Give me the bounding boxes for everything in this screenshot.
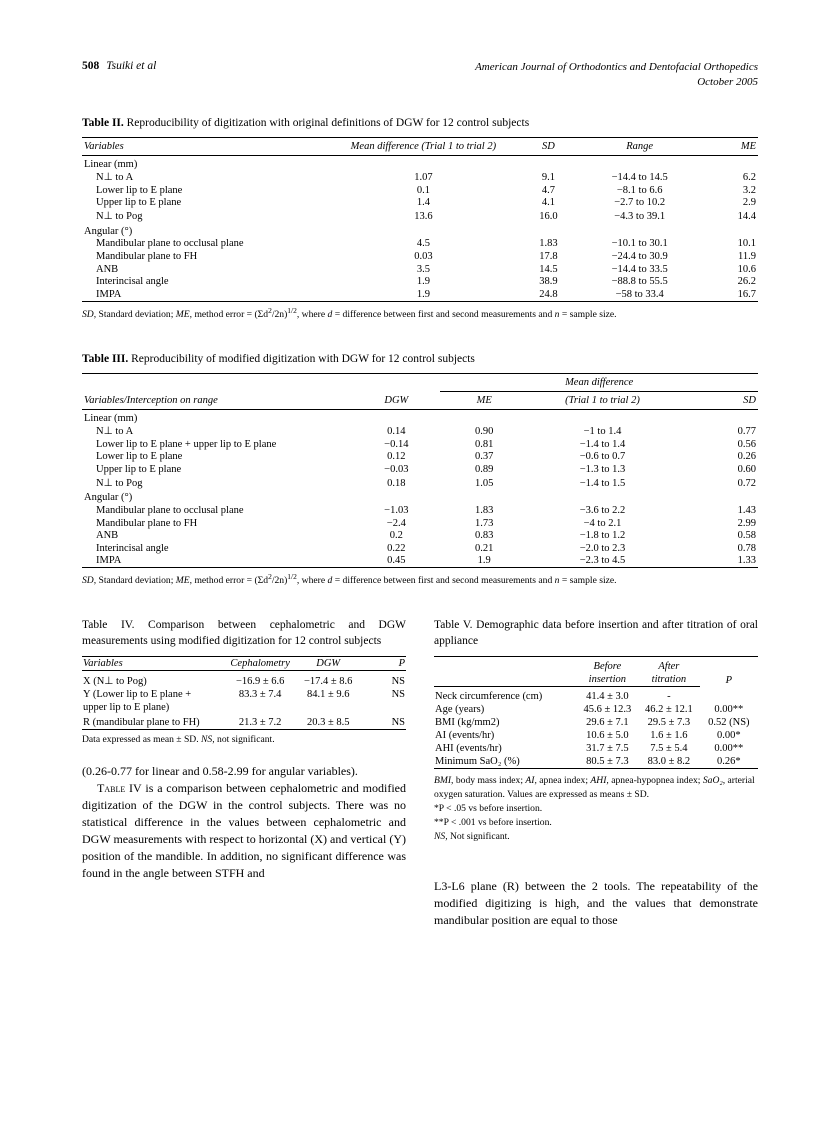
- table-3-block: [82, 352, 758, 589]
- cell-range: −10.1 to 30.1: [611, 238, 668, 250]
- row-label: R (mandibular plane to FH): [82, 714, 225, 730]
- footnote-me-text: method error = (Σd: [192, 308, 269, 320]
- table-2-block: [82, 116, 758, 322]
- row-label: Mandibular plane to FH: [96, 517, 198, 529]
- abbr-ai: AI,: [525, 775, 537, 787]
- cell-mean: 3.5: [416, 263, 430, 275]
- table-row: [82, 409, 758, 424]
- footnote-sup-2: 2: [268, 305, 272, 315]
- table-4-title: . Comparison between cephalometric and DGW measurements using modified digitization for 12 control subjects: [82, 619, 407, 647]
- table-2-header-variables: Variables: [82, 137, 332, 155]
- footnote-n-text: = sample size.: [559, 308, 617, 320]
- footnote-sd-abbr: SD,: [82, 308, 97, 320]
- running-head: [82, 60, 758, 90]
- table-2-header-sd: SD: [515, 137, 583, 155]
- abbr-ahi: AHI,: [590, 775, 609, 787]
- cell-sd: 17.8: [539, 250, 558, 262]
- table-5-header-after-l2: titration: [638, 673, 700, 687]
- table-2: [82, 137, 758, 302]
- footnote-n-var: n: [554, 308, 560, 320]
- table-row: [82, 517, 758, 530]
- footnote-me-abbr: ME,: [175, 308, 193, 320]
- cell-dgw: 0.18: [387, 477, 406, 489]
- table-4-header-dgw: DGW: [296, 657, 361, 671]
- table-2-number: II.: [111, 116, 124, 129]
- cell-mean: 1.07: [414, 172, 433, 184]
- abbr-bmi: BMI,: [434, 775, 454, 787]
- table-5-footnote-star2: **P < .001 vs before insertion.: [434, 817, 552, 829]
- cell-p: 0.00**: [714, 704, 744, 716]
- table-5-header-before-l1: Before: [577, 657, 639, 674]
- table-row: [82, 184, 758, 197]
- running-head-right: [475, 60, 758, 90]
- cell-mean: 13.6: [414, 211, 433, 222]
- table-row: [82, 170, 758, 184]
- table-5-header-after-l1: After: [638, 657, 700, 674]
- cell-before: 80.5 ± 7.3: [577, 755, 639, 769]
- footnote-me-text2: /2n): [271, 308, 288, 320]
- row-label: IMPA: [82, 555, 352, 568]
- row-label: N⊥ to A: [96, 172, 134, 184]
- cell-me: 0.21: [475, 542, 494, 554]
- table-row: [434, 729, 758, 742]
- table-4-number: IV: [120, 619, 132, 632]
- table-row: [82, 529, 758, 542]
- cell-me: 11.9: [738, 250, 756, 262]
- table-row: [82, 438, 758, 451]
- row-label: N⊥ to A: [96, 426, 134, 438]
- cell-sd: 4.7: [541, 184, 555, 196]
- row-label: Lower lip to E plane + upper lip to E plane: [96, 438, 277, 450]
- right-body-text: [434, 878, 758, 929]
- cell-dgw: 0.45: [352, 555, 440, 568]
- cell-before: 41.4 ± 3.0: [586, 691, 629, 703]
- cell-before: 31.7 ± 7.5: [586, 743, 629, 755]
- cell-me: 1.05: [475, 477, 494, 489]
- table-row: [434, 716, 758, 729]
- cell-sd: 0.77: [737, 426, 756, 438]
- table-3-title: Reproducibility of modified digitization with DGW for 12 control subjects: [131, 352, 475, 365]
- cell-mean: 4.5: [416, 238, 430, 250]
- row-label: N⊥ to Pog: [96, 477, 143, 489]
- table-row: [82, 688, 406, 701]
- cell-sd: 2.99: [737, 517, 756, 529]
- cell-mean: 0.03: [414, 250, 433, 262]
- footnote-d-var: d: [327, 308, 333, 320]
- cell-me: 3.2: [742, 184, 756, 196]
- table-3-span-header: Mean difference: [440, 373, 758, 391]
- row-label: Age (years): [435, 704, 485, 716]
- table-4-reference: Table IV: [97, 781, 142, 796]
- table-5-footnotes: [434, 774, 758, 844]
- cell-sd: 14.5: [539, 263, 558, 275]
- table-4-label: Table: [82, 619, 108, 632]
- table-5-caption: [434, 618, 758, 649]
- table-4-caption: [82, 618, 406, 649]
- left-column: [82, 618, 406, 929]
- table-2-header-me: ME: [697, 137, 758, 155]
- cell-trial: −1.8 to 1.2: [579, 530, 626, 542]
- footnote-n-text: = sample size.: [559, 575, 617, 587]
- cell-me: 26.2: [737, 276, 756, 288]
- table-row: [82, 209, 758, 223]
- table-row-continuation: [82, 701, 406, 714]
- row-label: N⊥ to Pog: [96, 211, 143, 222]
- left-body-text: [82, 763, 406, 882]
- table-3-header-variables: Variables/Interception on range: [82, 391, 352, 409]
- paragraph-2-text: is a comparison between cephalometric and modified digitization of the DGW in the control subjects. There was no statistical difference in the values between cephalometric and DGW measurements with respect to horizontal (X) and vertical (Y) position of the mandible. In addition, no significant difference was found in the angle between STFH and: [82, 781, 406, 881]
- cell-me: 1.73: [475, 517, 494, 529]
- table-3-group-linear: Linear (mm): [84, 412, 138, 424]
- table-5: [434, 656, 758, 769]
- cell-ceph: 83.3 ± 7.4: [238, 689, 282, 701]
- table-3-caption: [82, 352, 758, 367]
- table-2-group-linear: Linear (mm): [84, 158, 138, 170]
- table-3-header-dgw: DGW: [352, 391, 440, 409]
- cell-after: 7.5 ± 5.4: [650, 743, 688, 755]
- table-3-number: III.: [111, 352, 129, 365]
- abbr-bmi-text: body mass index;: [453, 775, 526, 787]
- cell-range: −88.8 to 55.5: [611, 276, 668, 288]
- cell-dgw: −17.4 ± 8.6: [303, 676, 353, 688]
- cell-p: NS: [361, 714, 406, 730]
- cell-sd: 1.43: [737, 504, 756, 516]
- cell-me: 6.2: [742, 172, 756, 184]
- cell-sd: 1.83: [539, 238, 558, 250]
- table-5-footnote-ns: [434, 830, 758, 844]
- table-row: [434, 742, 758, 755]
- page-number: 508: [82, 60, 100, 72]
- table-row: [82, 463, 758, 476]
- cell-sd: 0.72: [737, 477, 756, 489]
- row-label: Interincisal angle: [96, 276, 169, 288]
- table-row: [82, 238, 758, 251]
- table-2-group-angular: Angular (°): [84, 225, 133, 237]
- cell-range: −14.4 to 33.5: [611, 263, 668, 275]
- row-label: ANB: [96, 263, 119, 275]
- row-label: BMI (kg/mm2): [435, 717, 500, 729]
- cell-trial: −2.0 to 2.3: [579, 542, 626, 554]
- cell-p: 0.26*: [700, 755, 758, 769]
- row-label: Upper lip to E plane: [96, 197, 182, 209]
- footnote-where: , where: [296, 575, 328, 587]
- cell-dgw: 0.2: [389, 530, 403, 542]
- table-2-footnote: [82, 306, 758, 322]
- table-4-footnote: [82, 734, 406, 747]
- cell-p: 0.52 (NS): [708, 717, 750, 729]
- cell-me: 16.7: [697, 288, 758, 301]
- cell-me: 2.9: [742, 197, 756, 209]
- table-row: [434, 755, 758, 769]
- cell-dgw: 0.22: [387, 542, 406, 554]
- cell-dgw: 0.12: [387, 451, 406, 463]
- row-label-continued: upper lip to E plane): [83, 702, 170, 714]
- cell-me: 0.37: [475, 451, 494, 463]
- cell-sd: 0.78: [737, 542, 756, 554]
- row-label: Interincisal angle: [96, 542, 169, 554]
- cell-dgw: −1.03: [384, 504, 409, 516]
- cell-trial: −1 to 1.4: [583, 426, 622, 438]
- cell-sd: 16.0: [539, 211, 558, 222]
- row-label: Neck circumference (cm): [435, 691, 543, 703]
- footnote-ns-text: not significant.: [214, 734, 275, 746]
- cell-sd: 38.9: [539, 276, 558, 288]
- table-row: [82, 250, 758, 263]
- cell-range: −24.4 to 30.9: [611, 250, 668, 262]
- cell-trial: −1.3 to 1.3: [579, 464, 626, 475]
- cell-trial: −2.3 to 4.5: [528, 555, 677, 568]
- table-3-group-angular: Angular (°): [84, 492, 133, 504]
- cell-trial: −1.4 to 1.4: [579, 438, 626, 450]
- table-3-header-sd: SD: [677, 391, 758, 409]
- cell-dgw: −0.03: [384, 464, 409, 475]
- table-row: [82, 489, 758, 504]
- cell-me: 0.90: [475, 426, 494, 438]
- cell-dgw: −0.14: [384, 438, 409, 450]
- cell-range: −58 to 33.4: [582, 288, 697, 301]
- abbr-sao2-text: arterial oxygen saturation. Values are expressed as means ± SD.: [434, 775, 755, 801]
- row-label: Y (Lower lip to E plane +: [83, 689, 192, 701]
- cell-before: 10.6 ± 5.0: [586, 730, 629, 742]
- cell-me: 10.6: [737, 263, 756, 275]
- row-label: Mandibular plane to occlusal plane: [96, 238, 244, 250]
- table-5-number: V: [462, 619, 470, 632]
- table-5-label: Table: [434, 619, 460, 632]
- cell-trial: −0.6 to 0.7: [579, 451, 626, 463]
- table-row: [82, 542, 758, 555]
- cell-before: 29.6 ± 7.1: [586, 717, 629, 729]
- table-row: [82, 424, 758, 438]
- table-3-header-me: ME: [440, 391, 528, 409]
- table-5-title: . Demographic data before insertion and after titration of oral appliance: [434, 619, 759, 647]
- table-row: [82, 197, 758, 210]
- table-row: [82, 555, 758, 568]
- footnote-me-text: method error = (Σd: [192, 575, 269, 587]
- cell-p: [700, 687, 758, 704]
- row-label: Mandibular plane to FH: [96, 250, 198, 262]
- cell-ceph: −16.9 ± 6.6: [235, 676, 285, 688]
- row-label: AHI (events/hr): [435, 743, 502, 755]
- row-label: X (N⊥ to Pog): [83, 676, 147, 688]
- two-column-area: [82, 618, 758, 929]
- abbr-ns-text: Not significant.: [447, 830, 510, 842]
- cell-dgw: 0.14: [387, 426, 406, 438]
- footnote-sup-half: 1/2: [287, 305, 297, 315]
- table-5-footnote-star1: *P < .05 vs before insertion.: [434, 803, 543, 815]
- table-2-caption: [82, 116, 758, 131]
- table-row: [82, 288, 758, 301]
- table-row: [82, 476, 758, 490]
- cell-me: 0.83: [475, 530, 494, 542]
- row-label: Lower lip to E plane: [96, 184, 183, 196]
- cell-range: −4.3 to 39.1: [614, 211, 666, 222]
- cell-after: 29.5 ± 7.3: [647, 717, 691, 729]
- table-row: [82, 671, 406, 689]
- table-4-header-variables: Variables: [82, 657, 225, 671]
- right-column: [434, 618, 758, 929]
- footnote-sd-text: Standard deviation;: [96, 575, 176, 587]
- cell-dgw: −2.4: [386, 517, 406, 529]
- row-label: Minimum SaO₂ (%): [434, 755, 577, 769]
- footnote-where: , where: [296, 308, 328, 320]
- cell-me: 14.4: [737, 211, 756, 222]
- cell-mean: 1.9: [332, 288, 515, 301]
- table-3-header-trial: (Trial 1 to trial 2): [528, 391, 677, 409]
- abbr-ns: NS,: [434, 830, 448, 842]
- footnote-sup-half: 1/2: [287, 572, 297, 582]
- cell-p: NS: [391, 689, 405, 701]
- footnote-sd-text: Standard deviation;: [96, 308, 176, 320]
- footnote-ns-abbr: NS,: [201, 734, 215, 746]
- cell-ceph: 21.3 ± 7.2: [225, 714, 296, 730]
- table-3-span-header-row: [82, 373, 758, 391]
- table-5-header-p: P: [700, 657, 758, 687]
- cell-sd: 0.60: [737, 464, 756, 475]
- cell-me: 0.89: [475, 464, 494, 475]
- footnote-n-var: n: [554, 575, 560, 587]
- cell-after: 83.0 ± 8.2: [638, 755, 700, 769]
- table-5-abbrev-footnote: [434, 774, 758, 802]
- cell-sd: 24.8: [515, 288, 583, 301]
- footnote-diff-text: = difference between first and second measurements and: [332, 308, 555, 320]
- table-row: [82, 714, 406, 730]
- footnote-sd-abbr: SD,: [82, 575, 97, 587]
- table-3-footnote: [82, 572, 758, 588]
- footnote-text: Data expressed as mean ± SD.: [82, 734, 202, 746]
- cell-sd: 0.56: [737, 438, 756, 450]
- cell-after: 46.2 ± 12.1: [645, 704, 693, 716]
- table-3-label: Table: [82, 352, 110, 365]
- cell-p: NS: [391, 676, 405, 688]
- cell-me: 0.81: [475, 438, 494, 450]
- table-row: [82, 263, 758, 276]
- footnote-diff-text: = difference between first and second measurements and: [332, 575, 555, 587]
- cell-dgw: 20.3 ± 8.5: [296, 714, 361, 730]
- table-3: [82, 373, 758, 569]
- cell-range: −14.4 to 14.5: [611, 172, 668, 184]
- journal-date: October 2005: [697, 75, 758, 88]
- table-row: [434, 703, 758, 716]
- table-5-header-before-l2: insertion: [577, 673, 639, 687]
- row-label: Mandibular plane to occlusal plane: [96, 504, 244, 516]
- table-row: [82, 155, 758, 170]
- cell-mean: 1.4: [416, 197, 430, 209]
- cell-trial: −3.6 to 2.2: [579, 504, 626, 516]
- table-2-title: Reproducibility of digitization with original definitions of DGW for 12 control subjects: [126, 116, 530, 129]
- cell-after: 1.6 ± 1.6: [650, 730, 688, 742]
- footnote-me-abbr: ME,: [175, 575, 193, 587]
- table-4: [82, 656, 406, 730]
- cell-after: -: [667, 691, 671, 703]
- abbr-ai-text: apnea index;: [536, 775, 591, 787]
- cell-me: 1.9: [440, 555, 528, 568]
- cell-range: −8.1 to 6.6: [616, 184, 663, 196]
- footnote-sup-2: 2: [268, 572, 272, 582]
- running-head-authors: Tsuiki et al: [106, 60, 157, 72]
- cell-p: 0.00**: [714, 743, 744, 755]
- table-2-header-range: Range: [582, 137, 697, 155]
- table-row: [82, 504, 758, 517]
- row-label: ANB: [96, 530, 119, 542]
- footnote-me-text2: /2n): [271, 575, 288, 587]
- cell-dgw: 84.1 ± 9.6: [306, 689, 350, 701]
- row-label: IMPA: [82, 288, 332, 301]
- table-row: [434, 687, 758, 704]
- abbr-ahi-text: apnea-hypopnea index;: [608, 775, 703, 787]
- journal-name: American Journal of Orthodontics and Dentofacial Orthopedics: [475, 61, 758, 73]
- cell-mean: 0.1: [416, 184, 430, 196]
- table-row: [82, 451, 758, 464]
- table-row: [82, 223, 758, 238]
- cell-sd: 1.33: [677, 555, 758, 568]
- cell-p: 0.00*: [717, 730, 741, 742]
- row-label: Lower lip to E plane: [96, 451, 183, 463]
- paragraph-3: L3-L6 plane (R) between the 2 tools. The repeatability of the modified digitizing is high, and the values that demonstrate mandibular position are equal to those: [434, 878, 758, 927]
- table-2-header-meandiff: Mean difference (Trial 1 to trial 2): [332, 137, 515, 155]
- paragraph-2: [82, 780, 406, 882]
- footnote-d-var: d: [327, 575, 333, 587]
- cell-trial: −4 to 2.1: [583, 517, 622, 529]
- page-content: [82, 60, 758, 929]
- cell-sd: 9.1: [541, 172, 555, 184]
- cell-trial: −1.4 to 1.5: [579, 477, 626, 489]
- running-head-left: [82, 60, 156, 72]
- row-label: Upper lip to E plane: [96, 464, 182, 475]
- row-label: AI (events/hr): [435, 730, 495, 742]
- cell-sd: 4.1: [541, 197, 555, 209]
- paragraph-1: (0.26-0.77 for linear and 0.58-2.99 for angular variables).: [82, 764, 358, 779]
- table-4-header-ceph: Cephalometry: [225, 657, 296, 671]
- table-row: [82, 275, 758, 288]
- table-4-header-p: P: [361, 657, 406, 671]
- cell-mean: 1.9: [416, 276, 430, 288]
- cell-sd: 0.26: [737, 451, 756, 463]
- cell-sd: 0.58: [737, 530, 756, 542]
- table-2-label: Table: [82, 116, 110, 129]
- cell-before: 45.6 ± 12.3: [583, 704, 632, 716]
- cell-range: −2.7 to 10.2: [614, 197, 666, 209]
- cell-me: 1.83: [475, 504, 494, 516]
- abbr-sao2: SaO₂,: [702, 775, 726, 787]
- cell-me: 10.1: [737, 238, 756, 250]
